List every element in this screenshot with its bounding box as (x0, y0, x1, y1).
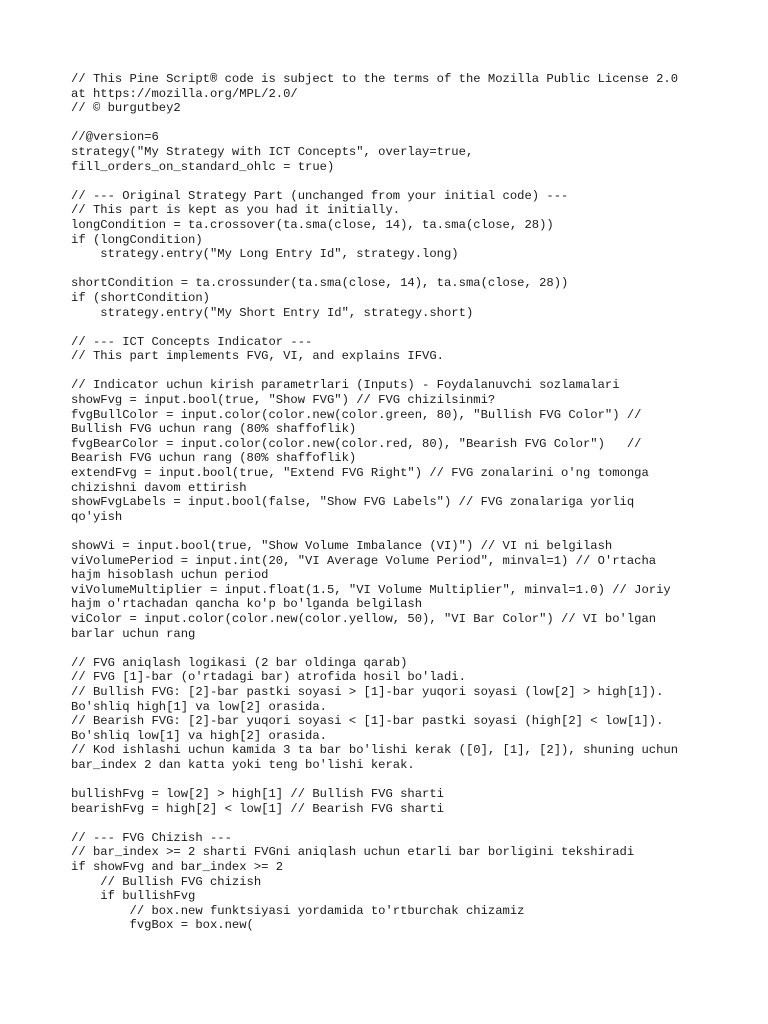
code-line: barlar uchun rang (71, 626, 196, 641)
code-line: viVolumePeriod = input.int(20, "VI Average Volume Period", minval=1) // O'rtacha (71, 553, 657, 568)
blank-line (71, 816, 731, 831)
code-line: showFvg = input.bool(true, "Show FVG") // FVG chizilsinmi? (71, 393, 496, 408)
code-line: Bo'shliq high[1] va low[2] orasida. (71, 699, 327, 714)
blank-line (71, 116, 731, 131)
code-line: // bar_index >= 2 sharti FVGni aniqlash uchun etarli bar borligini tekshiradi (71, 845, 635, 860)
blank-line (71, 364, 731, 379)
code-line: extendFvg = input.bool(true, "Extend FVG Right") // FVG zonalarini o'ng tomonga (71, 466, 649, 481)
code-line: // --- Original Strategy Part (unchanged from your initial code) --- (71, 188, 569, 203)
code-line: //@version=6 (71, 130, 159, 145)
blank-line (71, 524, 731, 539)
code-line: // box.new funktsiyasi yordamida to'rtburchak chizamiz (71, 903, 525, 918)
code-line: bullishFvg = low[2] > high[1] // Bullish FVG sharti (71, 787, 444, 802)
code-line: showVi = input.bool(true, "Show Volume Imbalance (VI)") // VI ni belgilash (71, 539, 613, 553)
code-line: // Kod ishlashi uchun kamida 3 ta bar bo'lishi kerak ([0], [1], [2]), shuning uchun (71, 743, 679, 758)
code-line: hajm hisoblash uchun period (71, 568, 269, 583)
blank-line (71, 773, 731, 788)
code-line: chizishni davom ettirish (71, 480, 247, 495)
code-line: // Bullish FVG: [2]-bar pastki soyasi > [1]-bar yuqori soyasi (low[2] > high[1]). (71, 684, 664, 699)
code-line: Bullish FVG uchun rang (80% shaffoflik) (71, 422, 357, 437)
code-line: if showFvg and bar_index >= 2 (71, 860, 284, 875)
code-line: fvgBearColor = input.color(color.new(color.red, 80), "Bearish FVG Color") // (71, 436, 642, 451)
blank-line (71, 641, 731, 656)
blank-line (71, 320, 731, 335)
code-line: strategy("My Strategy with ICT Concepts", overlay=true, (71, 144, 474, 159)
code-line: fvgBullColor = input.color(color.new(color.green, 80), "Bullish FVG Color") // (71, 407, 642, 422)
code-line: qo'yish (71, 509, 123, 524)
code-line: bar_index 2 dan katta yoki teng bo'lishi kerak. (71, 757, 415, 772)
code-line: hajm o'rtachadan qancha ko'p bo'lganda belgilash (71, 597, 423, 612)
code-line: Bearish FVG uchun rang (80% shaffoflik) (71, 451, 357, 466)
code-line: if (shortCondition) (71, 290, 210, 305)
code-line: viColor = input.color(color.new(color.yellow, 50), "VI Bar Color") // VI bo'lgan (71, 611, 657, 626)
code-line: longCondition = ta.crossover(ta.sma(close, 14), ta.sma(close, 28)) (71, 217, 554, 232)
code-line: fill_orders_on_standard_ohlc = true) (71, 159, 335, 174)
code-line: strategy.entry("My Short Entry Id", strategy.short) (71, 305, 474, 320)
code-line: // FVG aniqlash logikasi (2 bar oldinga qarab) (71, 655, 408, 670)
code-line: // Bullish FVG chizish (71, 874, 262, 889)
code-line: showFvgLabels = input.bool(false, "Show FVG Labels") // FVG zonalariga yorliq (71, 495, 635, 510)
code-line: if bullishFvg (71, 889, 196, 904)
code-line: // © burgutbey2 (71, 101, 181, 116)
code-line: // --- FVG Chizish --- (71, 830, 232, 845)
code-line: // Indicator uchun kirish parametrlari (Inputs) - Foydalanuvchi sozlamalari (71, 378, 620, 393)
code-line: // This part implements FVG, VI, and explains IFVG. (71, 349, 444, 364)
code-line: Bo'shliq low[1] va high[2] orasida. (71, 728, 327, 743)
blank-line (71, 174, 731, 189)
code-line: if (longCondition) (71, 232, 203, 247)
code-line: // This part is kept as you had it initially. (71, 203, 401, 218)
code-line: fvgBox = box.new( (71, 918, 254, 933)
blank-line (71, 262, 731, 277)
code-line: // FVG [1]-bar (o'rtadagi bar) atrofida hosil bo'ladi. (71, 670, 466, 685)
code-line: at https://mozilla.org/MPL/2.0/ (71, 86, 298, 101)
code-line: viVolumeMultiplier = input.float(1.5, "VI Volume Multiplier", minval=1.0) // Joriy (71, 582, 671, 597)
code-line: bearishFvg = high[2] < low[1] // Bearish FVG sharti (71, 801, 444, 816)
code-line: // This Pine Script® code is subject to the terms of the Mozilla Public License 2.0 (71, 72, 679, 86)
code-line: shortCondition = ta.crossunder(ta.sma(close, 14), ta.sma(close, 28)) (71, 276, 569, 291)
code-line: // Bearish FVG: [2]-bar yuqori soyasi < [1]-bar pastki soyasi (high[2] < low[1]). (71, 714, 664, 729)
code-line: // --- ICT Concepts Indicator --- (71, 334, 313, 349)
code-line: strategy.entry("My Long Entry Id", strategy.long) (71, 247, 459, 262)
code-block (71, 72, 731, 933)
